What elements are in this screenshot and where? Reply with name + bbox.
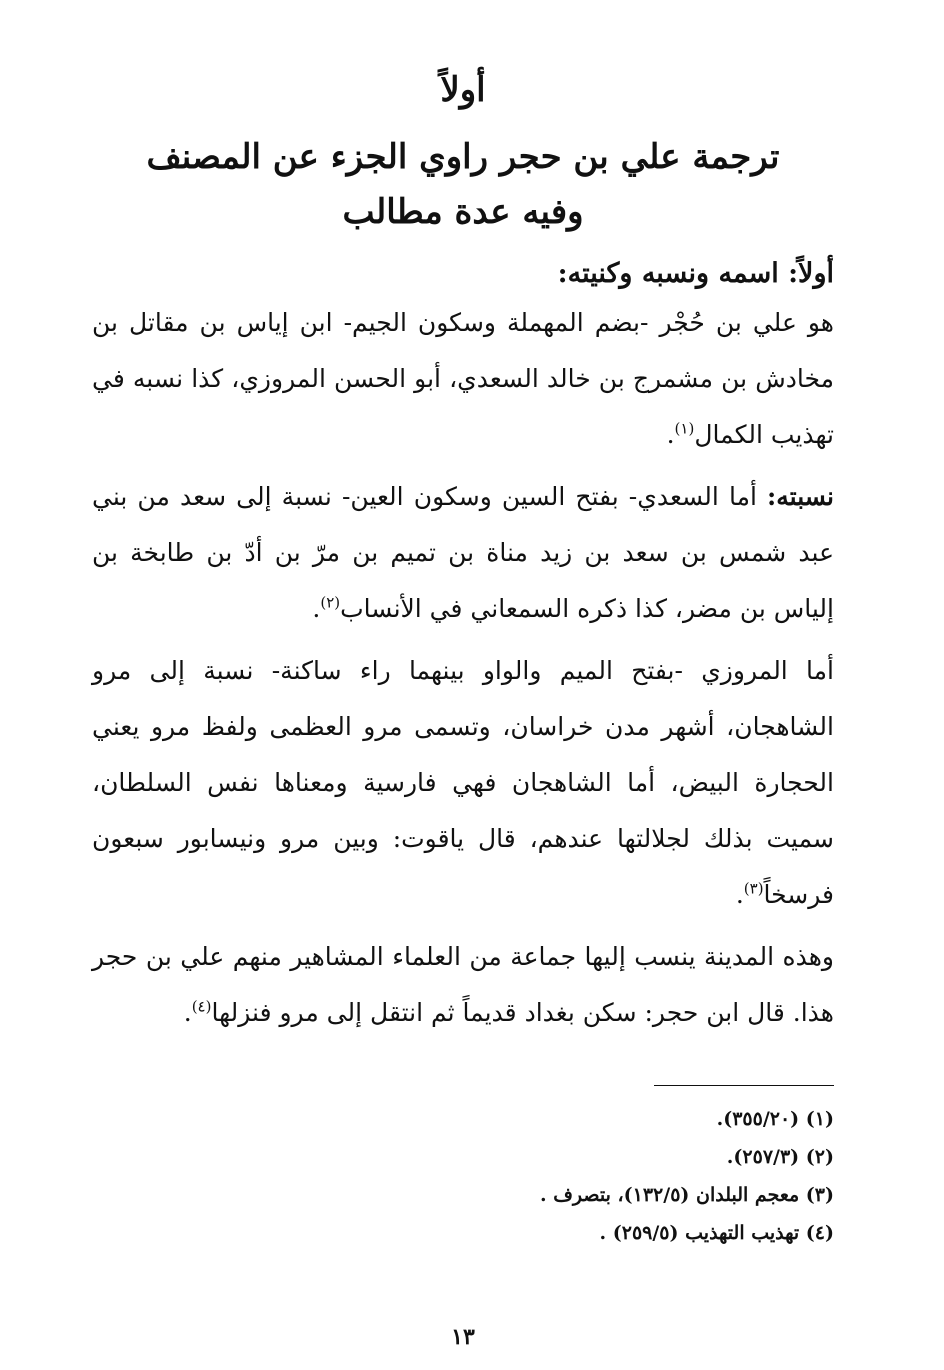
footnote-ref-4: (٤) [191,998,212,1017]
footnote-ref-1: (١) [674,420,695,439]
paragraph-text: أما السعدي- بفتح السين وسكون العين- نسبة إلى سعد من بني عبد شمس بن سعد بن زيد مناة بن تميم بن مرّ بن أدّ بن طابخة بن إلياس بن مضر، كذا ذكره السمعاني في الأنساب [92,482,834,624]
paragraph-text: أما المروزي -بفتح الميم والواو بينهما راء ساكنة- نسبة إلى مرو الشاهجان، أشهر مدن خراسان، وتسمى مرو العظمى ولفظ مرو يعني الحجارة البيض، أما الشاهجان فهي فارسية ومعناها نفس السلطان، سميت بذلك لجلالتها عندهم، قال ياقوت: وبين مرو ونيسابور سبعون فرسخاً [92,656,834,910]
footnote-ref-3: (٣) [743,880,764,899]
paragraph-end: . [666,420,675,450]
footnote-3: (٣) معجم البلدان (١٣٢/٥)، بتصرف . [539,1184,834,1207]
page-number: ١٣ [451,1324,475,1350]
footnote-ref-2: (٢) [320,594,341,613]
paragraph-lead: نسبته: [767,482,834,512]
paragraph-end: . [312,594,321,624]
paragraph-city [92,929,834,1041]
heading-first: أولاً [440,70,486,110]
paragraph-end: . [183,998,192,1028]
footnote-4: (٤) تهذيب التهذيب (٢٥٩/٥) . [599,1222,834,1245]
paragraph-marwazi [92,643,834,923]
chapter-title: ترجمة علي بن حجر راوي الجزء عن المصنف [146,136,780,177]
paragraph-lineage [92,469,834,637]
book-page [92,60,834,1350]
footnote-1: (١) (٣٥٥/٢٠). [716,1108,834,1131]
paragraph-text: هو علي بن حُجْر -بضم المهملة وسكون الجيم- ابن إياس بن مقاتل بن مخادش بن مشمرج بن خالد السعدي، أبو الحسن المروزي، كذا نسبه في تهذيب الكمال [92,308,834,450]
paragraph-text: وهذه المدينة ينسب إليها جماعة من العلماء المشاهير منهم علي بن حجر هذا. قال ابن حجر: سكن بغداد قديماً ثم انتقل إلى مرو فنزلها [92,942,834,1028]
footnote-divider [654,1085,834,1086]
paragraph-name [92,295,834,463]
footnote-2: (٢) (٢٥٧/٣). [726,1146,834,1169]
section-title: أولاً: اسمه ونسبه وكنيته: [557,258,834,290]
paragraph-end: . [735,880,744,910]
chapter-subtitle: وفيه عدة مطالب [342,191,584,232]
